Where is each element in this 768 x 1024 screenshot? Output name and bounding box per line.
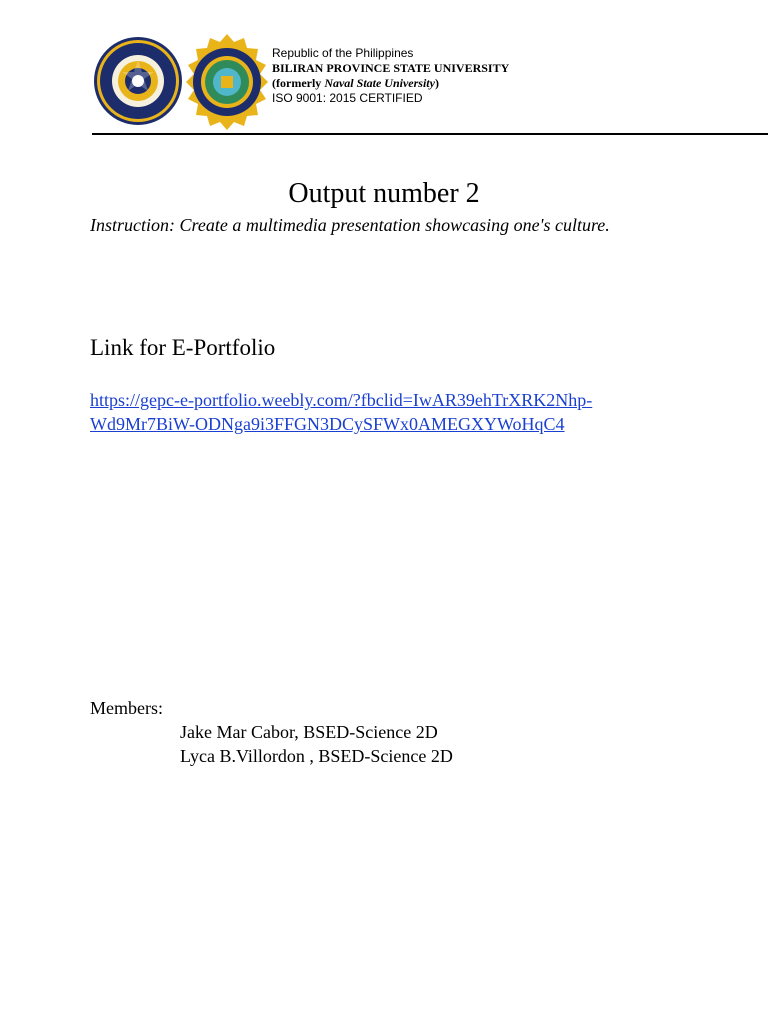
university-header: [272, 46, 509, 106]
former-name: Naval State University: [324, 76, 435, 90]
link-line-2[interactable]: Wd9Mr7BiW-ODNga9i3FFGN3DCySFWx0AMEGXYWoHqC4: [90, 414, 565, 434]
members-label: Members:: [90, 698, 163, 718]
former-prefix: (formerly: [272, 76, 325, 90]
member-item: Jake Mar Cabor, BSED-Science 2D: [180, 722, 438, 742]
document-title: Output number 2: [288, 178, 480, 209]
header-divider: [92, 133, 768, 135]
link-line-1[interactable]: https://gepc-e-portfolio.weebly.com/?fbclid=IwAR39ehTrXRK2Nhp-: [90, 390, 593, 410]
iso-certification: ISO 9001: 2015 CERTIFIED: [272, 91, 423, 105]
e-portfolio-link[interactable]: [90, 388, 592, 436]
university-logos: [92, 32, 272, 132]
former-name-line: [272, 76, 509, 91]
university-seal-logo: [92, 32, 184, 130]
university-name: BILIRAN PROVINCE STATE UNIVERSITY: [272, 61, 510, 75]
college-of-education-logo: [184, 32, 270, 130]
e-portfolio-heading: Link for E-Portfolio: [90, 335, 276, 360]
instruction-text: Instruction: Create a multimedia presentation showcasing one's culture.: [90, 215, 610, 235]
former-suffix: ): [434, 76, 439, 90]
member-item: Lyca B.Villordon , BSED-Science 2D: [180, 746, 453, 766]
republic-line: Republic of the Philippines: [272, 46, 414, 60]
